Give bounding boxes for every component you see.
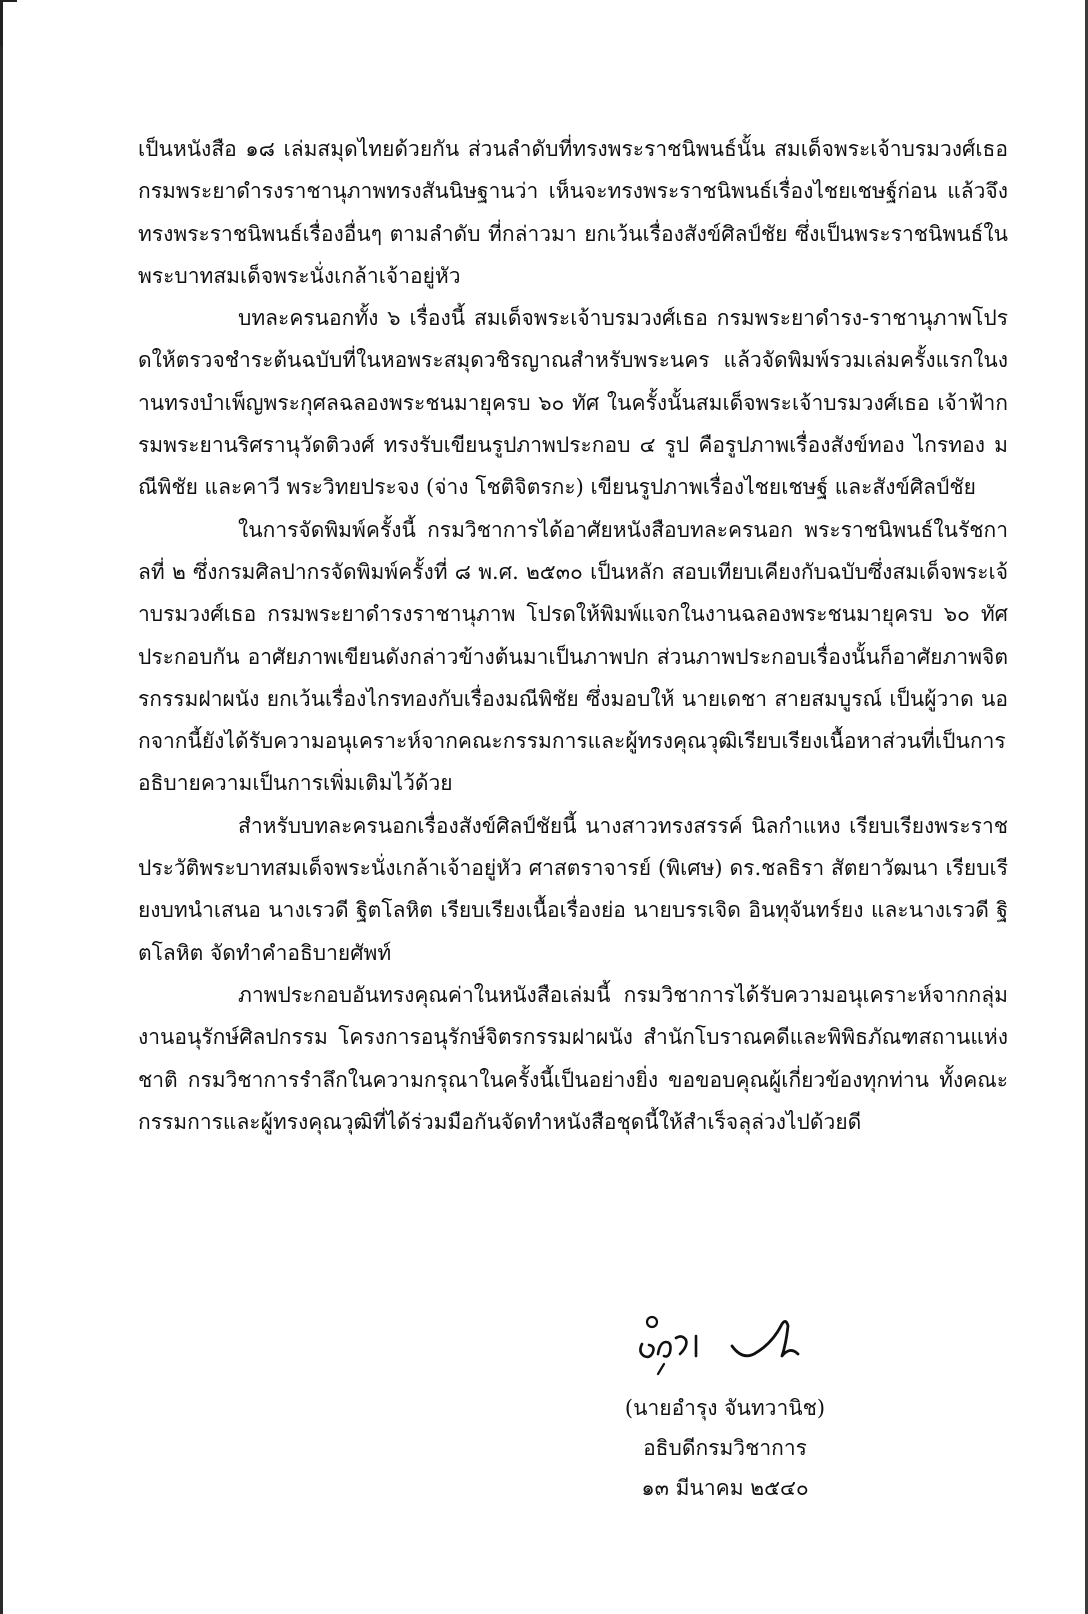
paragraph-4: สำหรับบทละครนอกเรื่องสังข์ศิลป์ชัยนี้ นางสาวทรงสรรค์ นิลกำแหง เรียบเรียงพระราชประวัติพระบาทสมเด็จพระนั่งเกล้าเจ้าอยู่หัว ศาสตราจารย์ (พิเศษ) ดร.ชลธิรา สัตยาวัฒนา เรียบเรียงบทนำเสนอ นางเรวดี ฐิตโลหิต เรียบเรียงเนื้อเรื่องย่อ นายบรรเจิด อินทุจันทร์ยง และนางเรวดี ฐิตโลหิต จัดทำคำอธิบายศัพท์ <box>138 813 1008 965</box>
paragraph-3: ในการจัดพิมพ์ครั้งนี้ กรมวิชาการได้อาศัยหนังสือบทละครนอก พระราชนิพนธ์ในรัชกาลที่ ๒ ซึ่งกรมศิลปากรจัดพิมพ์ครั้งที่ ๘ พ.ศ. ๒๕๓๐ เป็นหลัก สอบเทียบเคียงกับฉบับซึ่งสมเด็จพระเจ้าบรมวงศ์เธอ กรมพระยาดำรงราชานุภาพ โปรดให้พิมพ์แจกในงานฉลองพระชนมายุครบ ๖๐ ทัศ ประกอบกัน อาศัยภาพเขียนดังกล่าวข้างต้นมาเป็นภาพปก ส่วนภาพประกอบเรื่องนั้นก็อาศัยภาพจิตรกรรมฝาผนัง ยกเว้นเรื่องไกรทองกับเรื่องมณีพิชัย ซึ่งมอบให้ นายเดชา สายสมบูรณ์ เป็นผู้วาด นอกจากนี้ยังได้รับความอนุเคราะห์จากคณะกรรมการและผู้ทรงคุณวุฒิเรียบเรียงเนื้อหาส่วนที่เป็นการอธิบายความเป็นการเพิ่มเติมไว้ด้วย <box>138 517 1008 796</box>
handwritten-signature <box>630 1308 840 1388</box>
paragraph-2: บทละครนอกทั้ง ๖ เรื่องนี้ สมเด็จพระเจ้าบรมวงศ์เธอ กรมพระยาดำรง-ราชานุภาพโปรดให้ตรวจชำระต้นฉบับที่ในหอพระสมุดวชิรญาณสำหรับพระนคร แล้วจัดพิมพ์รวมเล่มครั้งแรกในงานทรงบำเพ็ญพระกุศลฉลองพระชนมายุครบ ๖๐ ทัศ ในครั้งนั้นสมเด็จพระเจ้าบรมวงศ์เธอ เจ้าฟ้ากรมพระยานริศรานุวัดติวงศ์ ทรงรับเขียนรูปภาพประกอบ ๔ รูป คือรูปภาพเรื่องสังข์ทอง ไกรทอง มณีพิชัย และคาวี พระวิทยประจง (จ่าง โชติจิตรกะ) เขียนรูปภาพเรื่องไชยเชษฐ์ และสังข์ศิลป์ชัย <box>138 306 1008 500</box>
signature-block <box>560 1308 890 1508</box>
scan-corner-mark <box>0 0 17 46</box>
signatory-title: อธิบดีกรมวิชาการ <box>643 1436 807 1460</box>
paragraph-1: เป็นหนังสือ ๑๘ เล่มสมุดไทยด้วยกัน ส่วนลำดับที่ทรงพระราชนิพนธ์นั้น สมเด็จพระเจ้าบรมวงศ์เธอ กรมพระยาดำรงราชานุภาพทรงสันนิษฐานว่า เห็นจะทรงพระราชนิพนธ์เรื่องไชยเชษฐ์ก่อน แล้วจึงทรงพระราชนิพนธ์เรื่องอื่นๆ ตามลำดับ ที่กล่าวมา ยกเว้นเรื่องสังข์ศิลป์ชัย ซึ่งเป็นพระราชนิพนธ์ในพระบาทสมเด็จพระนั่งเกล้าเจ้าอยู่หัว <box>138 137 1008 288</box>
document-body <box>138 128 1008 1143</box>
signature-date: ๑๓ มีนาคม ๒๕๔๐ <box>641 1476 809 1500</box>
scan-edge-left <box>0 0 3 1614</box>
signatory-name: (นายอำรุง จันทวานิช) <box>624 1396 826 1420</box>
paragraph-5: ภาพประกอบอันทรงคุณค่าในหนังสือเล่มนี้ กรมวิชาการได้รับความอนุเคราะห์จากกลุ่มงานอนุรักษ์ศิลปกรรม โครงการอนุรักษ์จิตรกรรมฝาผนัง สำนักโบราณคดีและพิพิธภัณฑสถานแห่งชาติ กรมวิชาการรำลึกในความกรุณาในครั้งนี้เป็นอย่างยิ่ง ขอขอบคุณผู้เกี่ยวข้องทุกท่าน ทั้งคณะกรรมการและผู้ทรงคุณวุฒิที่ได้ร่วมมือกันจัดทำหนังสือชุดนี้ให้สำเร็จลุล่วงไปด้วยดี <box>138 982 1008 1134</box>
